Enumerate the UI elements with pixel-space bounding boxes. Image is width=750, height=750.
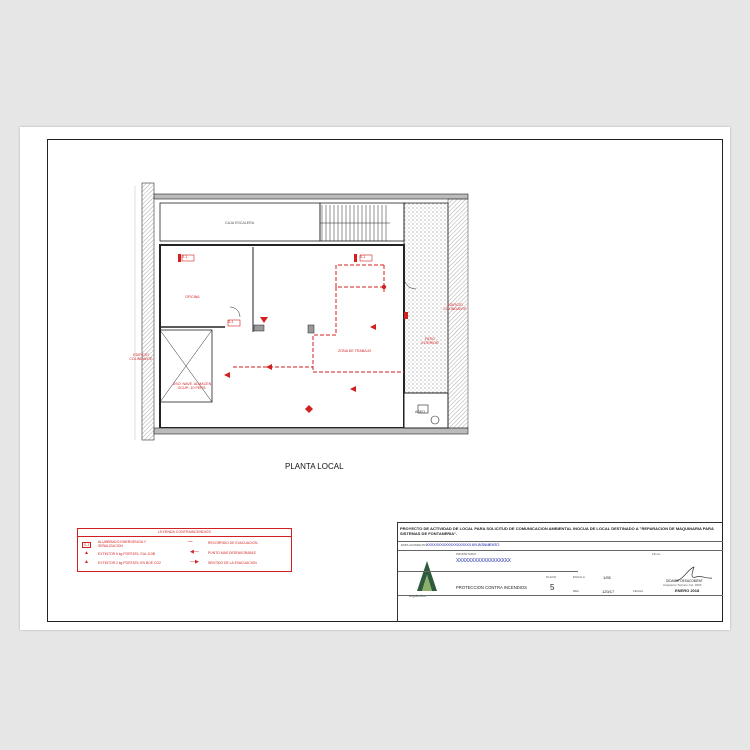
legend-item-extinguisher-6kg: EXTINTOR 6 kg PORTATIL 21A-113B (98, 552, 156, 556)
signature-label: Firma: (652, 552, 661, 556)
storage-label: USO: NAVE. ALMACEN OCUP.: 10 PERS. (172, 382, 212, 390)
extinguisher-icon: ▲ (84, 550, 89, 556)
dashed-line-icon: - - - - (188, 539, 192, 545)
neighbor-left-label: EDIFICIO COLINDANTE (129, 353, 153, 361)
owner-value: XXXXXXXXXXXXXXXXXX (456, 558, 511, 564)
bottom-wall (154, 428, 468, 434)
owner-label: PROPIETARIO (456, 552, 477, 556)
fecha-label: FECHA (633, 589, 644, 593)
arrow-icon: ◀— (190, 549, 199, 555)
evacuation-route (233, 265, 404, 372)
legend-item-direction: SENTIDO DE LA EVACUACION (208, 561, 257, 565)
local-outline (160, 245, 404, 428)
project-title: PROYECTO DE ACTIVIDAD DE LOCAL PARA SOLICITUD DE COMUNICACION AMBIENTAL INOCUA DE LOCAL DESTINADO A "REPARACION DE MAQUINARIA PARA SISTEMAS DE FONTANERIA". (400, 526, 714, 536)
firm-logo (407, 557, 447, 603)
left-party-wall (142, 183, 154, 440)
plano-value: 5 (550, 583, 555, 592)
plano-label: PLANO (546, 575, 557, 579)
plan-name: PROTECCION CONTRA INCENDIOS (456, 585, 527, 590)
title-block (397, 522, 723, 622)
escala-value: 1/55 (603, 575, 611, 580)
engineer-credential: Arquitecto Técnico Col. 3060 (663, 583, 702, 587)
legend-title: LEYENDA CONTRAINCENDIOS (78, 529, 291, 537)
office-label: OFICINA (185, 295, 200, 299)
firm-name: arquitectos (409, 594, 426, 598)
interior-patio (404, 203, 448, 393)
emergency-lights (182, 255, 372, 326)
legend-item-route: RECORRIDO DE EVACUACION (208, 541, 258, 545)
right-party-wall (448, 199, 468, 428)
ref-value: 120/17 (602, 589, 615, 594)
fecha-value: ENERO 2018 (675, 588, 700, 593)
exit-sign-1: S-1 (182, 255, 188, 259)
direction-arrow-icon: —▶ (190, 559, 199, 565)
legend (77, 528, 292, 572)
work-zone-label: ZONA DE TRABAJO (338, 349, 372, 353)
patio-label: PATIO INTERIOR (421, 337, 439, 345)
location-label: EMPLAZAMIENTO (401, 543, 427, 547)
legend-item-emergency: ALUMBRADO EMERGENCIA Y SEÑALIZACION (98, 540, 147, 548)
drawing-sheet (20, 127, 730, 630)
legend-symbol-emergency: S-1 (84, 543, 90, 547)
top-wall (154, 194, 468, 199)
legend-item-worst-point: PUNTO MAS DESFAVORABLE (208, 551, 256, 555)
toilet-label: ASEO (415, 410, 425, 414)
toilet-room (404, 393, 448, 428)
location-value: XXXXXXXXXXXXXXXXXXX AYUNTAMIENTO (426, 542, 500, 547)
plan-title: PLANTA LOCAL (285, 462, 344, 471)
evacuation-arrows (224, 285, 386, 392)
stair-label: CAJA ESCALERA (225, 221, 255, 225)
escala-label: ESCALA (573, 575, 585, 579)
column (308, 325, 314, 333)
engineer-name: DIDAMIR DESACOMENT (666, 579, 703, 583)
stair-steps (320, 205, 390, 241)
ref-label: REF. (573, 589, 580, 593)
exit-sign-3: S-1 (228, 320, 234, 324)
exit-sign-2: S-1 (360, 255, 366, 259)
extinguisher-co2-icon: ▲ (84, 559, 89, 565)
neighbor-right-label: EDIFICIO COLINDANTE (443, 303, 467, 311)
legend-item-extinguisher-co2: EXTINTOR 2 kg PORTATIL EN BOE CO2 (98, 561, 161, 565)
